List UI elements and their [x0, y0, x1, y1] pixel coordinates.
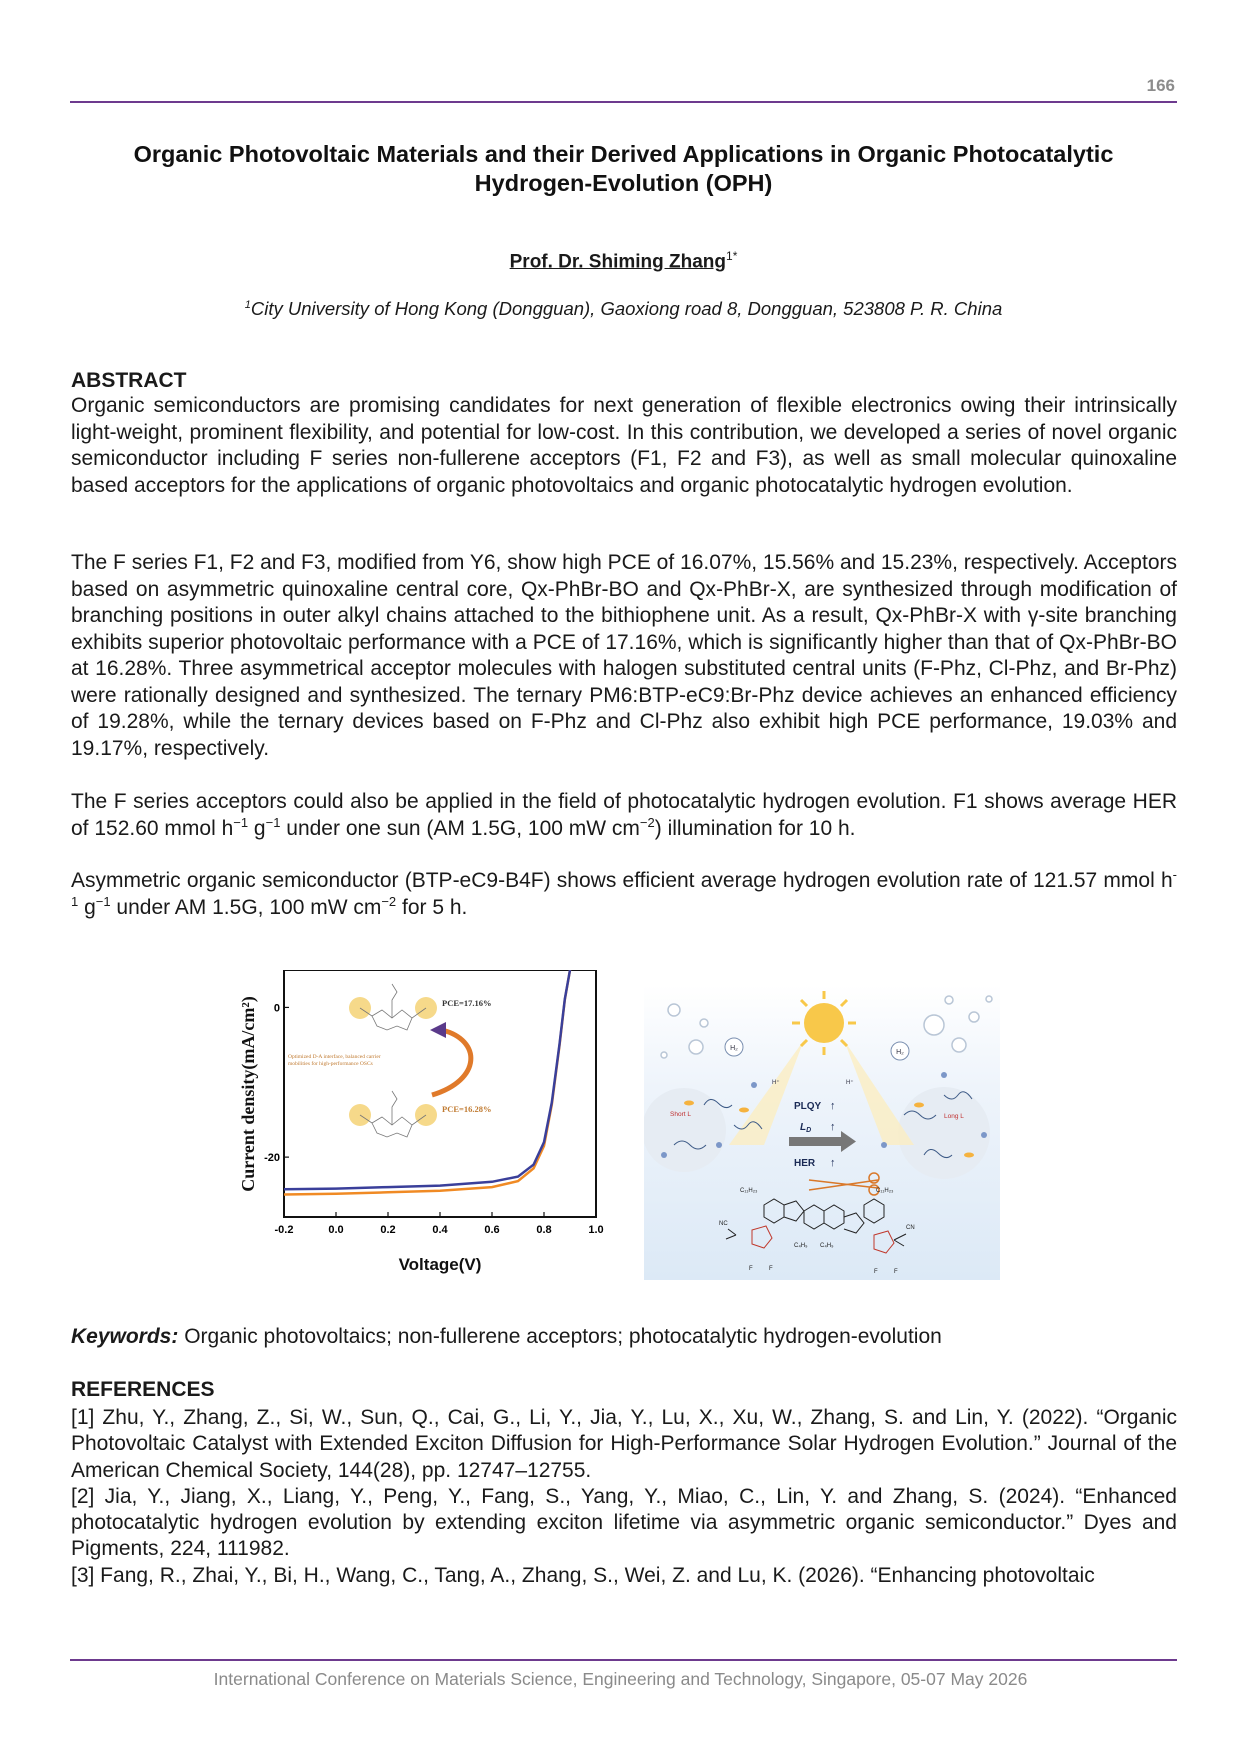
abstract-paragraph-1: Organic semiconductors are promising candidates for next generation of flexible electronics owing their intrinsically light-weight, prominent flexibility, and potential for low-cost. In this contribution, we developed a series of novel organic semiconductor including F series non-fullerene acceptors (F1, F2 and F3), as well as small molecular quinoxaline based acceptors for the applications of organic photovoltaics and organic photocatalytic hydrogen evolution. [71, 394, 1177, 497]
chain-c4-left: C₄H₉ [794, 1243, 808, 1249]
her-up-arrow: ↑ [830, 1157, 836, 1169]
title-line-2: Hydrogen-Evolution (OPH) [474, 170, 773, 196]
author-marker: 1* [726, 249, 738, 263]
affiliation [70, 298, 1177, 320]
reference-item: [2] Jia, Y., Jiang, X., Liang, Y., Peng, Y., Fang, S., Yang, Y., Miao, C., Lin, Y. and Zhang, S. (2024). “Enhanced photocatalytic hydrogen evolution by extending exciton lifetime via asymmetric organic semiconductor.” Dyes and Pigments, 224, 111982. [71, 1484, 1177, 1561]
header-rule [70, 101, 1177, 103]
transition-arrow-body [789, 1137, 841, 1146]
h2-label-left: H₂ [730, 1045, 738, 1052]
h2-label-right: H₂ [896, 1049, 904, 1056]
abstract-paragraph-4: Asymmetric organic semiconductor (BTP-eC9-B4F) shows efficient average hydrogen evolution rate of 121.57 mmol $h^{-1}$ $g^{-1}$ under AM 1.5G, 100 mW $cm^{-2}$ for 5 h. [71, 867, 1177, 919]
footer-text: International Conference on Materials Science, Engineering and Technology, Singapore, 05-07 May 2026 [213, 1669, 1028, 1689]
reference-item: [3] Fang, R., Zhai, Y., Bi, H., Wang, C., Tang, A., Zhang, S., Wei, Z. and Lu, K. (2026). “Enhancing photovoltaic [71, 1563, 1095, 1587]
nc-label: NC [719, 1221, 728, 1227]
x-tick-label: 0.4 [432, 1224, 448, 1236]
references-heading: REFERENCES [71, 1378, 215, 1401]
affiliation-marker: 1 [244, 298, 251, 311]
ld-up-arrow: ↑ [830, 1121, 836, 1133]
author-line [70, 249, 1177, 273]
abstract-paragraph-3: The F series acceptors could also be applied in the field of photocatalytic hydrogen evolution. F1 shows average HER of 152.60 mmol $h^{-1}$ $g^{-1}$ under one sun (AM 1.5G, 100 mW $cm^{-2}$) illumination for 10 h. [71, 790, 1177, 840]
long-ld-label: Long L [944, 1113, 964, 1120]
fluorine-label-1: F [749, 1266, 753, 1272]
her-label: HER [794, 1158, 816, 1169]
keywords-line [71, 1325, 942, 1349]
chain-c11-left: C₁₁H₂₃ [740, 1188, 758, 1194]
plqy-label: PLQY [794, 1101, 822, 1112]
right-domain [898, 1087, 990, 1179]
author-name: Prof. Dr. Shiming Zhang [509, 251, 727, 273]
y-tick-label: -20 [264, 1152, 280, 1165]
x-tick-label: -0.2 [274, 1224, 294, 1236]
reference-item: [1] Zhu, Y., Zhang, Z., Si, W., Sun, Q., Cai, G., Li, Y., Jia, Y., Lu, X., Xu, W., Zhang, S. and Lin, Y. (2022). “Organic Photovoltaic Catalyst with Extended Exciton Diffusion for High-Performance Solar Hydrogen Evolution.” Journal of the American Chemical Society, 144(28), pp. 12747–12755. [71, 1406, 1177, 1482]
annotation-text-line1: Optimized D-A interface, balanced carrier [288, 1054, 381, 1060]
title-line-1: Organic Photovoltaic Materials and their Derived Applications in Organic Photocatalytic [133, 141, 1114, 167]
cn-label: CN [906, 1225, 915, 1231]
page-number: 166 [1146, 76, 1175, 95]
abstract-paragraph-2: The F series F1, F2 and F3, modified from Y6, show high PCE of 16.07%, 15.56% and 15.23%, respectively. Acceptors based on asymmetric quinoxaline central core, Qx-PhBr-BO and Qx-PhBr-X, are synthesized through modification of branching positions in outer alkyl chains attached to the bithiophene unit. As a result, Qx-PhBr-X with γ-site branching exhibits superior photovoltaic performance with a PCE of 17.16%, which is significantly higher than that of Qx-PhBr-BO at 16.28%. Three asymmetrical acceptor molecules with halogen substituted central units (F-Phz, Cl-Phz, and Br-Phz) were rationally designed and synthesized. The ternary PM6:BTP-eC9:Br-Phz device achieves an enhanced efficiency of 19.28%, while the ternary devices based on F-Phz and Cl-Phz also exhibit high PCE performance, 19.03% and 19.17%, respectively. [71, 551, 1177, 760]
jv-curve-chart [232, 970, 627, 1280]
keywords-text: Organic photovoltaics; non-fullerene acceptors; photocatalytic hydrogen-evolution [178, 1325, 942, 1348]
oph-mechanism-illustration [644, 985, 1000, 1280]
annotation-text-line2: mobilities for high-performance OSCs [288, 1061, 373, 1067]
x-tick-label: 0.6 [484, 1224, 500, 1236]
chain-c4-right: C₄H₉ [820, 1243, 834, 1249]
keywords-label: Keywords: [71, 1325, 179, 1348]
annotation-pce-top: PCE=17.16% [442, 998, 492, 1008]
x-tick-label: 0.2 [380, 1224, 396, 1236]
x-tick-label: 0.8 [536, 1224, 552, 1236]
hplus-label-left: H⁺ [772, 1080, 780, 1086]
short-ld-label: Short L [670, 1111, 691, 1118]
chain-c11-right: C₁₁H₂₃ [876, 1188, 894, 1194]
ld-label: $L_D$ [800, 1122, 812, 1134]
x-axis-label: Voltage(V) [398, 1255, 482, 1274]
annotation-pce-bottom: PCE=16.28% [442, 1104, 492, 1114]
x-tick-label: 0.0 [328, 1224, 344, 1236]
x-tick-label: 1.0 [588, 1224, 604, 1236]
fluorine-label-4: F [894, 1269, 898, 1275]
references-list [71, 1405, 1177, 1589]
affiliation-text: City University of Hong Kong (Dongguan), Gaoxiong road 8, Dongguan, 523808 P. R. China [250, 298, 1003, 319]
abstract-heading: ABSTRACT [71, 369, 187, 392]
footer-rule [70, 1659, 1177, 1661]
y-axis-label: Current density(mA/cm²) [238, 996, 258, 1192]
hplus-label-right: H⁺ [846, 1080, 854, 1086]
plqy-up-arrow: ↑ [830, 1100, 836, 1112]
y-tick-label: 0 [273, 1002, 280, 1015]
fluorine-label-3: F [874, 1269, 878, 1275]
left-domain [644, 1088, 726, 1172]
fluorine-label-2: F [769, 1266, 773, 1272]
paper-title [70, 140, 1177, 198]
